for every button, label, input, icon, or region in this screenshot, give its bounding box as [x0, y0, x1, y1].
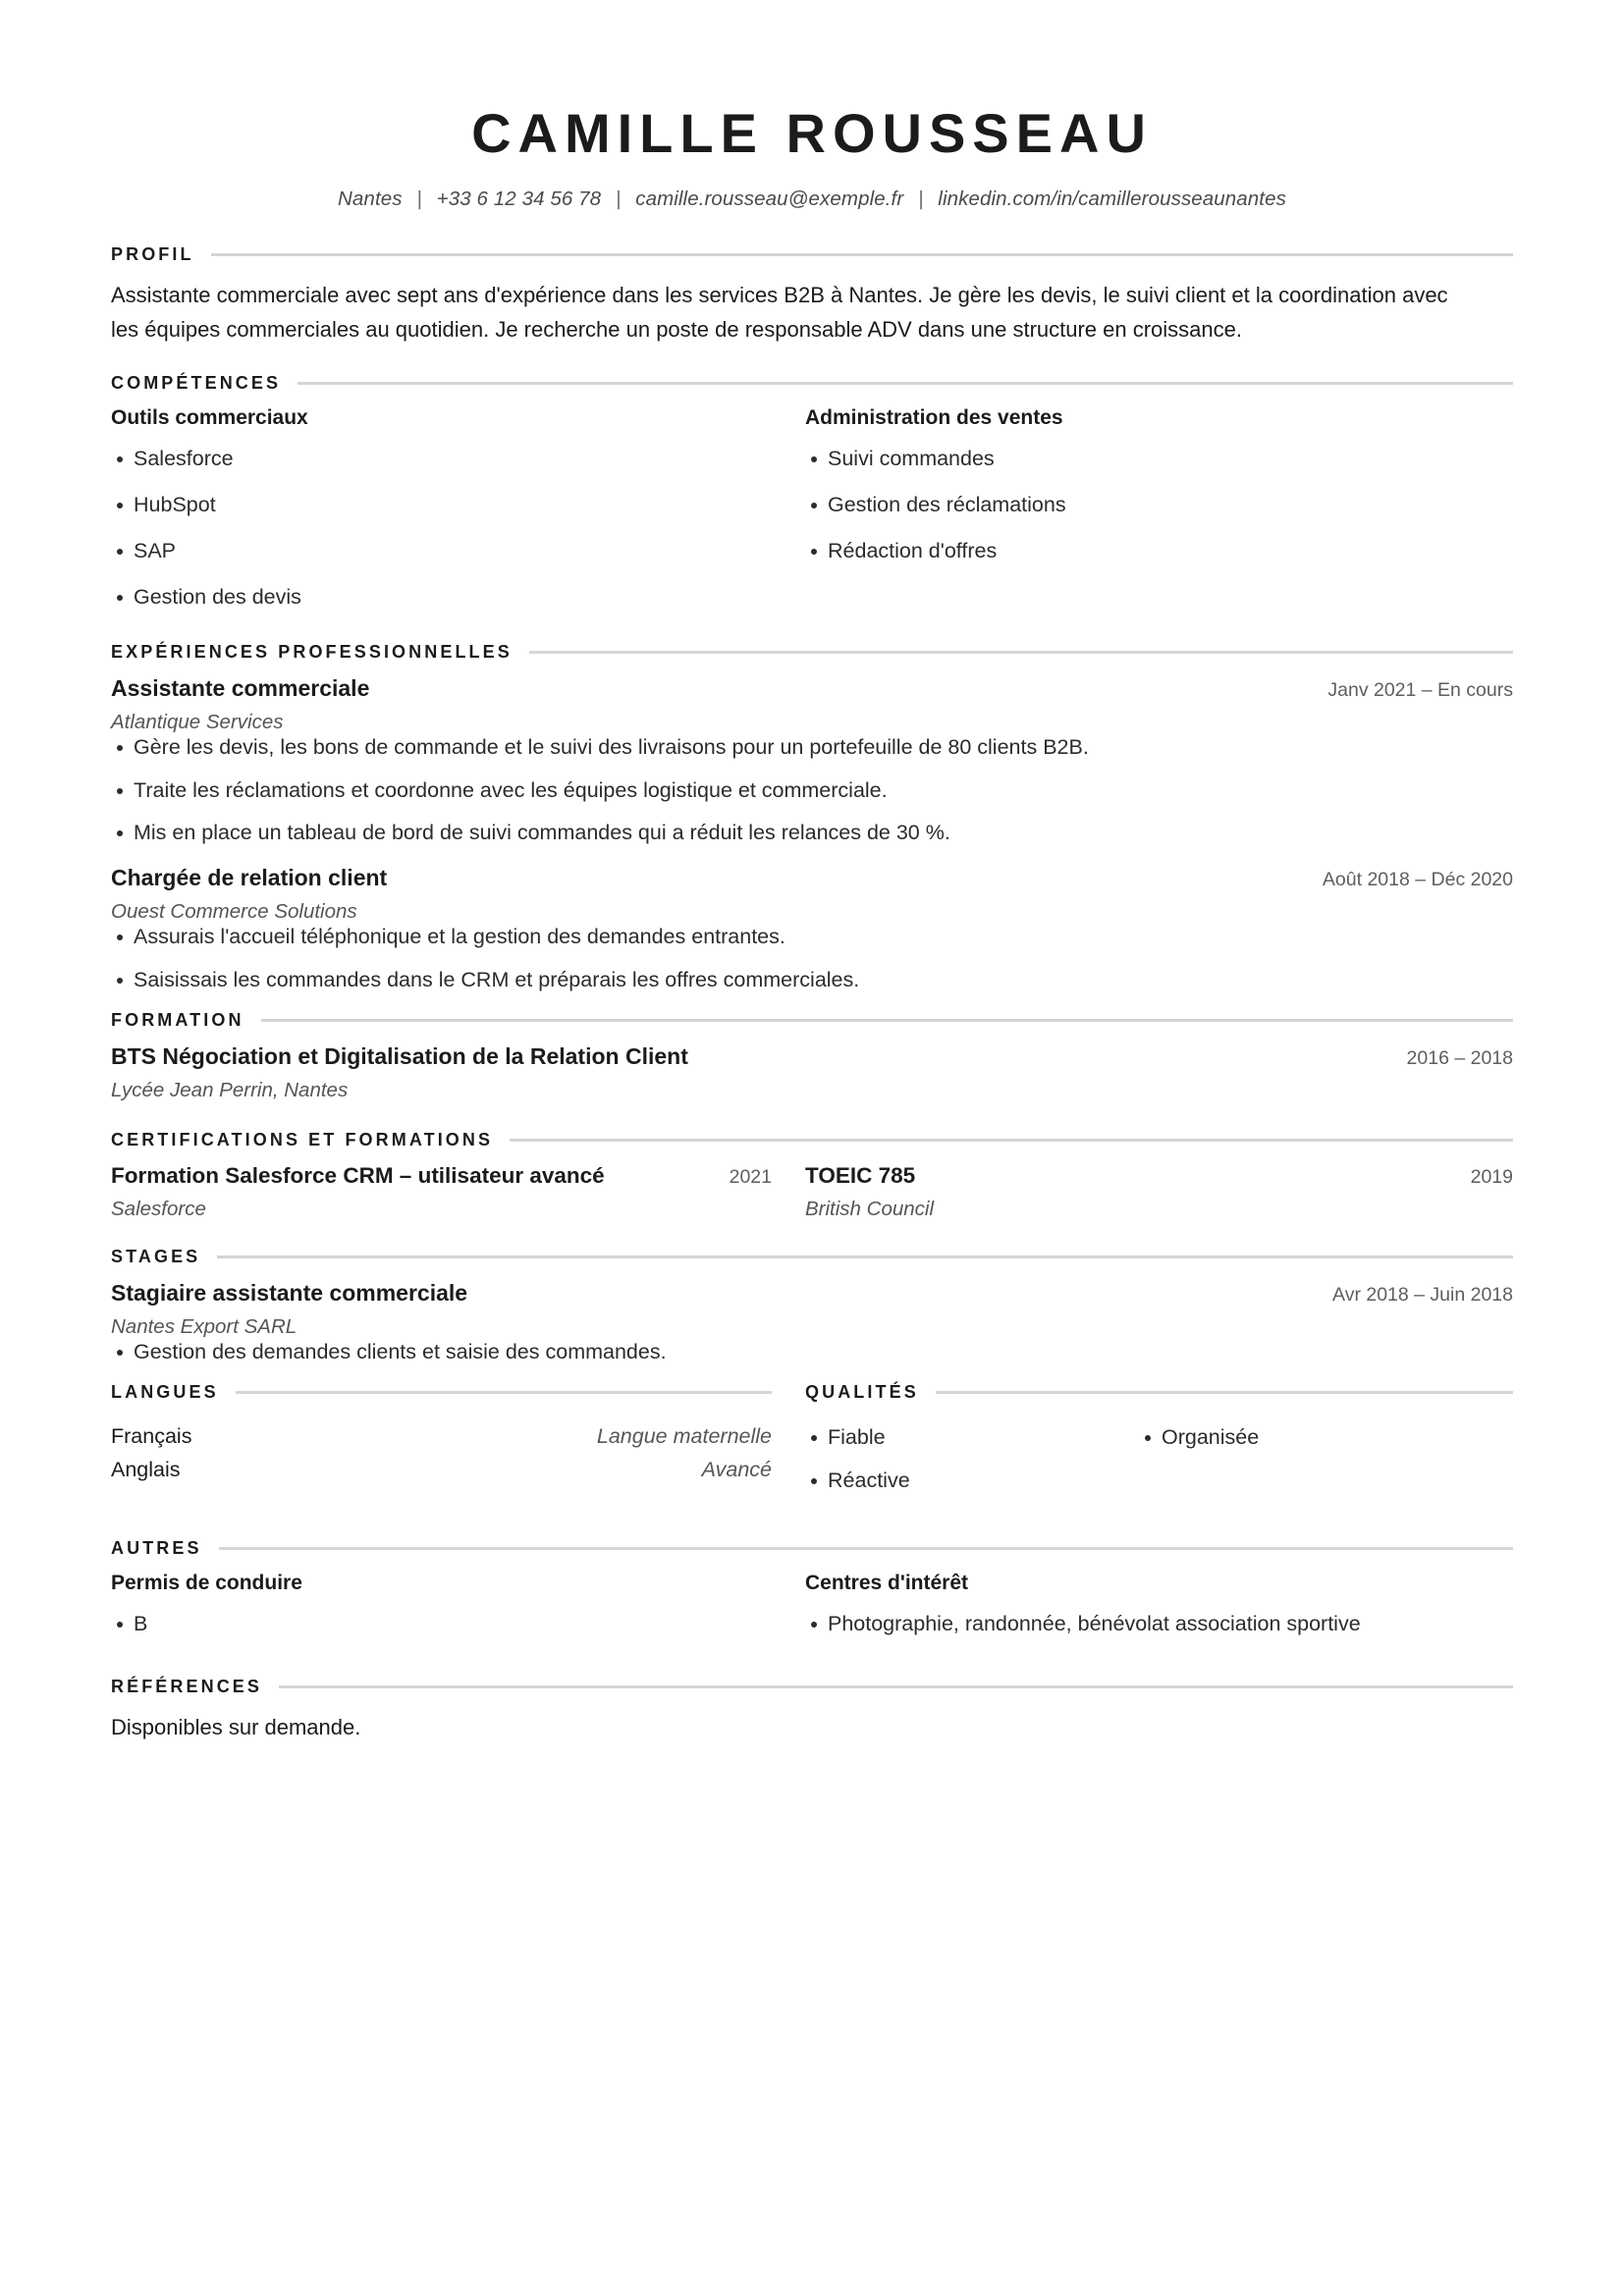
list-item: Gestion des réclamations: [805, 492, 1513, 519]
certification-entry: [805, 1163, 1513, 1221]
section-header-certifications: [111, 1130, 1513, 1150]
list-item: Traite les réclamations et coordonne avec les équipes logistique et commerciale.: [111, 777, 1513, 805]
experience-date: Août 2018 – Déc 2020: [1322, 869, 1513, 891]
section-certifications: [111, 1130, 1513, 1221]
language-row: [111, 1458, 805, 1482]
langues-qualites-headers: [111, 1382, 1513, 1403]
experience-company: Atlantique Services: [111, 710, 284, 733]
autres-group-label: Permis de conduire: [111, 1572, 302, 1595]
section-title-autres: AUTRES: [111, 1538, 202, 1559]
formation-entry-header: [111, 1043, 1513, 1070]
formation-entry: [111, 1043, 1513, 1102]
section-rule: [261, 1019, 1513, 1022]
list-item: Photographie, randonnée, bénévolat association sportive: [805, 1611, 1513, 1638]
contact-email: camille.rousseau@exemple.fr: [635, 187, 904, 210]
competences-group-2: [805, 406, 1513, 584]
stage-entry-header: [111, 1280, 1513, 1307]
section-title-formation: FORMATION: [111, 1010, 244, 1031]
competences-group-1: [111, 406, 805, 630]
section-title-competences: COMPÉTENCES: [111, 372, 282, 393]
certification-name: Formation Salesforce CRM – utilisateur avancé: [111, 1163, 605, 1189]
list-item: Saisissais les commandes dans le CRM et préparais les offres commerciales.: [111, 967, 1513, 994]
list-item: SAP: [111, 538, 805, 565]
section-header-langues: [111, 1382, 805, 1403]
formation-date: 2016 – 2018: [1406, 1047, 1513, 1070]
list-item: Organisée: [1139, 1424, 1473, 1452]
autres-group-list: [111, 1611, 805, 1638]
section-title-certifications: CERTIFICATIONS ET FORMATIONS: [111, 1130, 494, 1150]
list-item: Réactive: [805, 1468, 1139, 1495]
section-header-competences: [111, 373, 1513, 394]
formation-school: Lycée Jean Perrin, Nantes: [111, 1079, 349, 1102]
contact-phone: +33 6 12 34 56 78: [436, 187, 602, 210]
section-title-references: RÉFÉRENCES: [111, 1677, 263, 1697]
section-rule: [217, 1255, 1513, 1258]
language-row: [111, 1424, 805, 1449]
section-header-formation: [111, 1010, 1513, 1031]
section-rule: [236, 1391, 772, 1394]
stage-bullets: [111, 1339, 1513, 1366]
experience-role: Assistante commerciale: [111, 674, 370, 701]
section-rule: [529, 651, 1513, 654]
qualites-column-two: [1139, 1424, 1473, 1511]
language-name: Français: [111, 1424, 192, 1449]
list-item: Salesforce: [111, 446, 805, 473]
stage-company: Nantes Export SARL: [111, 1315, 298, 1339]
experience-entry-header: [111, 865, 1513, 891]
profil-text: Assistante commerciale avec sept ans d'expérience dans les services B2B à Nantes. Je gère les devis, le suivi client et la coordination avec les équipes commerciales au quotidien. Je recherche un poste de responsable ADV dans une structure en croissance.: [111, 282, 1448, 343]
language-name: Anglais: [111, 1458, 181, 1482]
section-langues-qualites: [111, 1382, 1513, 1511]
list-item: Gestion des demandes clients et saisie des commandes.: [111, 1339, 1513, 1366]
section-rule: [211, 253, 1513, 256]
experience-company: Ouest Commerce Solutions: [111, 900, 357, 924]
section-stages: [111, 1247, 1513, 1366]
section-header-autres: [111, 1538, 1513, 1559]
formation-degree: BTS Négociation et Digitalisation de la Relation Client: [111, 1043, 688, 1070]
certification-issuer: Salesforce: [111, 1198, 206, 1221]
list-item: Assurais l'accueil téléphonique et la gestion des demandes entrantes.: [111, 924, 1513, 951]
contact-line: [111, 187, 1513, 211]
section-autres: [111, 1538, 1513, 1657]
language-level: Avancé: [701, 1458, 772, 1482]
contact-separator-3: |: [918, 187, 924, 210]
section-title-stages: STAGES: [111, 1247, 201, 1267]
section-header-qualites: [805, 1382, 1513, 1403]
section-rule: [298, 382, 1513, 385]
list-item: B: [111, 1611, 805, 1638]
experience-bullets: [111, 734, 1513, 848]
langues-qualites-body: [111, 1424, 1513, 1511]
section-competences: [111, 373, 1513, 630]
list-item: Gère les devis, les bons de commande et le suivi des livraisons pour un portefeuille de 80 clients B2B.: [111, 734, 1513, 762]
autres-columns: [111, 1572, 1513, 1657]
section-experiences: [111, 642, 1513, 995]
certification-entry-header: [805, 1163, 1513, 1189]
section-rule: [279, 1685, 1513, 1688]
section-header-stages: [111, 1247, 1513, 1267]
list-item: Fiable: [805, 1424, 1139, 1452]
langues-list: [111, 1424, 805, 1491]
references-text: Disponibles sur demande.: [111, 1715, 361, 1740]
language-level: Langue maternelle: [596, 1424, 772, 1449]
qualites-columns: [805, 1424, 1513, 1511]
certifications-columns: [111, 1163, 1513, 1221]
autres-group-label: Centres d'intérêt: [805, 1572, 969, 1595]
experience-entry: [111, 675, 1513, 848]
section-title-profil: PROFIL: [111, 243, 194, 264]
experience-role: Chargée de relation client: [111, 865, 388, 891]
candidate-name: CAMILLE ROUSSEAU: [471, 102, 1153, 164]
qualites-list: [805, 1424, 1513, 1511]
experience-entry: [111, 865, 1513, 994]
stage-entry: [111, 1280, 1513, 1366]
autres-group-2: [805, 1572, 1513, 1657]
contact-separator-1: |: [416, 187, 422, 210]
section-rule: [219, 1547, 1513, 1550]
autres-group-list: [805, 1611, 1513, 1638]
autres-group-1: [111, 1572, 805, 1657]
section-header-experiences: [111, 642, 1513, 663]
list-item: Rédaction d'offres: [805, 538, 1513, 565]
stage-role: Stagiaire assistante commerciale: [111, 1280, 468, 1307]
competences-group-label: Administration des ventes: [805, 405, 1063, 429]
experience-date: Janv 2021 – En cours: [1327, 678, 1513, 701]
qualites-list-one: [805, 1424, 1139, 1495]
certification-year: 2021: [729, 1166, 772, 1189]
list-item: Gestion des devis: [111, 584, 805, 612]
experience-bullets: [111, 924, 1513, 994]
list-item: Suivi commandes: [805, 446, 1513, 473]
competences-group-list: [805, 446, 1513, 565]
section-header-profil: [111, 244, 1513, 265]
section-rule: [936, 1391, 1513, 1394]
section-title-qualites: QUALITÉS: [805, 1382, 919, 1403]
section-profil: [111, 244, 1513, 347]
contact-separator-2: |: [615, 187, 622, 210]
qualites-column-one: [805, 1424, 1139, 1511]
competences-group-list: [111, 446, 805, 612]
contact-location: Nantes: [338, 187, 403, 210]
qualites-list-two: [1139, 1424, 1473, 1452]
section-formation: [111, 1010, 1513, 1102]
section-title-experiences: EXPÉRIENCES PROFESSIONNELLES: [111, 641, 513, 662]
stage-date: Avr 2018 – Juin 2018: [1332, 1284, 1513, 1307]
competences-group-label: Outils commerciaux: [111, 405, 308, 429]
certification-name: TOEIC 785: [805, 1163, 916, 1189]
certification-issuer: British Council: [805, 1198, 935, 1221]
section-references: [111, 1677, 1513, 1745]
section-title-langues: LANGUES: [111, 1382, 219, 1403]
contact-linkedin: linkedin.com/in/camillerousseaunantes: [938, 187, 1286, 210]
section-header-references: [111, 1677, 1513, 1697]
competences-columns: [111, 406, 1513, 630]
certification-entry-header: [111, 1163, 805, 1189]
list-item: HubSpot: [111, 492, 805, 519]
certification-year: 2019: [1470, 1166, 1513, 1189]
certification-entry: [111, 1163, 805, 1221]
experience-entry-header: [111, 675, 1513, 702]
section-rule: [510, 1139, 1513, 1142]
list-item: Mis en place un tableau de bord de suivi commandes qui a réduit les relances de 30 %.: [111, 820, 1513, 847]
